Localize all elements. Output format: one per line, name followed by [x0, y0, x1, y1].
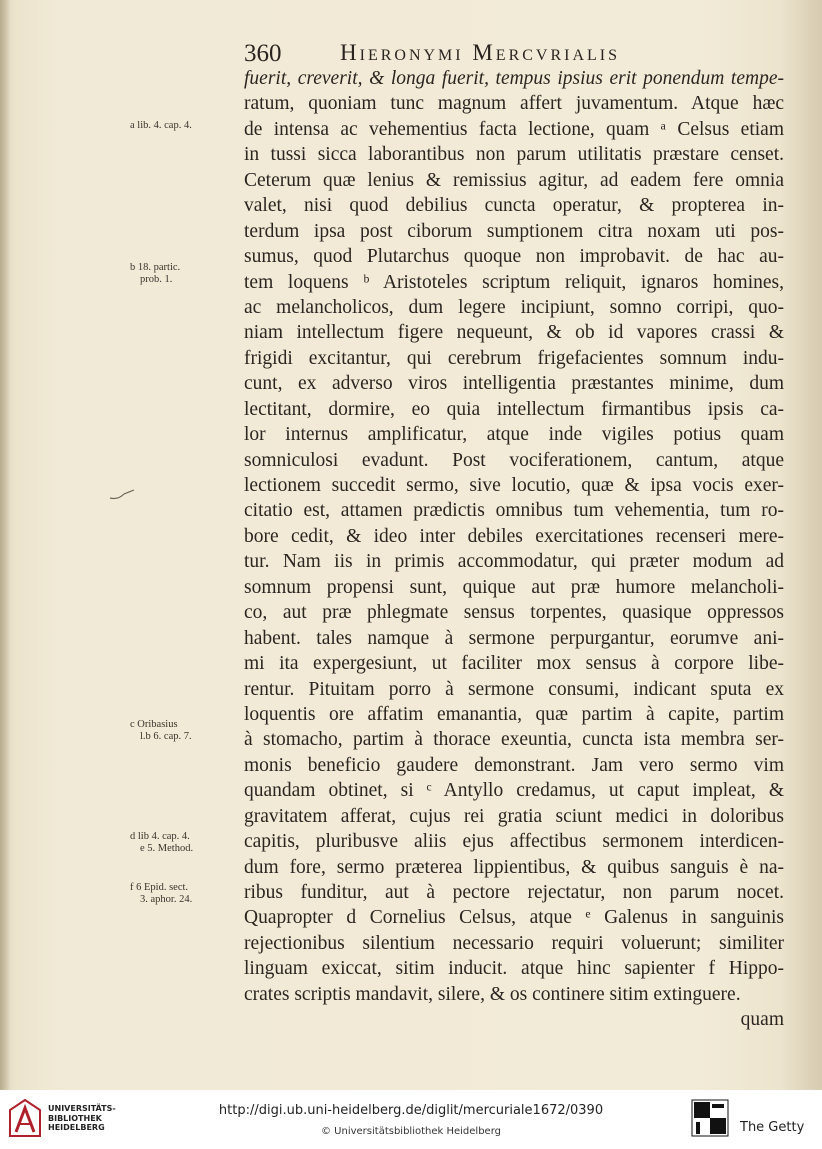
text-line: tem loquens ᵇ Aristoteles scriptum reliquit, ignaros homines,: [244, 271, 784, 293]
gutter-shadow: [0, 0, 10, 1090]
margin-note-line: e 5. Method.: [140, 843, 194, 854]
getty-logo-icon: [690, 1098, 730, 1138]
margin-note-b: [130, 262, 240, 286]
text-line: crates scriptis mandavit, silere, & os continere sitim extinguere.: [244, 983, 741, 1005]
library-name-line: UNIVERSITÄTS-: [48, 1104, 116, 1113]
text-line: bore cedit, & ideo inter debiles exercitationes recenseri mere-: [244, 525, 784, 547]
text-line: dum fore, sermo præterea lippientibus, & quibus sanguis è na-: [244, 856, 784, 878]
margin-note-line: d lib 4. cap. 4.: [130, 831, 190, 842]
text-line: à stomacho, partim à thorace exeuntia, cuncta ista membra ser-: [244, 729, 784, 751]
text-line: valet, nisi quod debilius cuncta operatur, & propterea in-: [244, 195, 784, 217]
text-line: lor internus amplificatur, atque inde vigiles potius quam: [244, 424, 784, 446]
margin-note-line: f 6 Epid. sect.: [130, 882, 189, 893]
text-line: rejectionibus silentium necessario requiri voluerunt; similiter: [244, 932, 784, 954]
partner-name: The Getty: [740, 1120, 805, 1135]
text-line: somniculosi evadunt. Post vociferationem, cantum, atque: [244, 449, 784, 471]
text-line: monis beneficio gaudere demonstrant. Jam vero sermo vim: [244, 754, 784, 776]
text-line: ribus funditur, aut à pectore rejectatur, non parum nocet.: [244, 882, 784, 903]
body-text: [244, 66, 784, 1033]
margin-note-line: b 18. partic.: [130, 262, 181, 273]
text-line: fuerit, creverit, & longa fuerit, tempus ipsius erit ponendum tempe-: [244, 68, 784, 89]
text-line: lectitant, dormire, eo quia intellectum firmantibus ipsis ca-: [244, 398, 784, 420]
text-line: habent. tales namque à sermone perpurgantur, eorumve ani-: [244, 627, 784, 649]
text-line: loquentis ore affatim emanantia, quæ partim à capite, partim: [244, 703, 784, 725]
text-line: tur. Nam iis in primis accommodatur, qui præter modum ad: [244, 551, 784, 573]
text-line: quam: [740, 1009, 784, 1031]
text-line: rentur. Pituitam porro à sermone consumi, indicant sputa ex: [244, 678, 784, 700]
margin-note-line: a lib. 4. cap. 4.: [130, 120, 192, 131]
text-line: de intensa ac vehementius facta lectione, quam ᵃ Celsus etiam: [244, 118, 784, 140]
library-name-line: BIBLIOTHEK: [48, 1113, 102, 1123]
margin-note-d-e: [130, 831, 240, 855]
margin-note-f: [130, 882, 240, 906]
text-line: co, aut præ phlegmate sensus torpentes, quasique oppressos: [244, 602, 784, 624]
text-line: citatio est, attamen prædictis omnibus tum vehementia, tum ro-: [244, 500, 784, 522]
text-line: frigidi excitantur, qui cerebrum frigefacientes somnum indu-: [244, 347, 784, 369]
text-line: in tussi sicca laborantibus non parum utilitatis præstare censet.: [244, 144, 784, 166]
text-line: somnum propensi sunt, quique aut præ humore melancholi-: [244, 576, 784, 598]
text-line: capitis, pluribusve aliis ejus affectibus sermonem interdicen-: [244, 831, 784, 853]
text-line: Quapropter d Cornelius Celsus, atque ᵉ Galenus in sanguinis: [244, 907, 784, 929]
page-number: 360: [244, 40, 282, 67]
text-line: lectionem succedit sermo, sive locutio, quæ & ipsa vocis exer-: [244, 475, 784, 496]
permalink-url[interactable]: http://digi.ub.uni-heidelberg.de/diglit/mercuriale1672/0390: [218, 1103, 604, 1118]
margin-note-a: [130, 120, 240, 132]
text-line: ac melancholicos, dum legere incipiunt, somno corripi, quo-: [244, 296, 784, 318]
text-line: ratum, quoniam tunc magnum affert juvamentum. Atque hæc: [244, 93, 784, 115]
viewer-footer: [0, 1090, 822, 1149]
running-head: Hieronymi Mercvrialis: [340, 40, 621, 65]
text-line: sumus, quod Plutarchus quoque non improbavit. de hac au-: [244, 246, 784, 268]
margin-note-line: c Oribasius: [130, 719, 178, 730]
text-line: quandam obtinet, si ᶜ Antyllo credamus, ut caput impleat, &: [244, 780, 784, 802]
text-line: niam intellectum figere nequeunt, & ob id vapores crassi &: [244, 322, 784, 344]
text-line: linguam exiccat, sitim inducit. atque hinc sapienter f Hippo-: [244, 958, 784, 980]
margin-note-c: [130, 719, 240, 743]
margin-note-line: 3. aphor. 24.: [140, 894, 193, 905]
pencil-mark-icon: [108, 488, 136, 502]
copyright-notice: © Universitätsbibliothek Heidelberg: [320, 1126, 501, 1137]
text-line: cunt, ex adverso viros intelligentia præstantes minime, dum: [244, 373, 784, 395]
margin-note-line: prob. 1.: [140, 274, 173, 285]
text-line: terdum ipsa post ciborum sumptionem citra noxam uti pos-: [244, 220, 784, 242]
margin-note-line: l.b 6. cap. 7.: [140, 731, 192, 742]
text-line: mi ita expergesiunt, ut faciliter mox sensus à corpore libe-: [244, 653, 784, 675]
library-name-line: HEIDELBERG: [48, 1123, 105, 1132]
text-line: Ceterum quæ lenius & remissius agitur, ad eadem fere omnia: [244, 169, 784, 191]
text-line: gravitatem afferat, cujus rei gratia sciunt medici in doloribus: [244, 805, 784, 827]
